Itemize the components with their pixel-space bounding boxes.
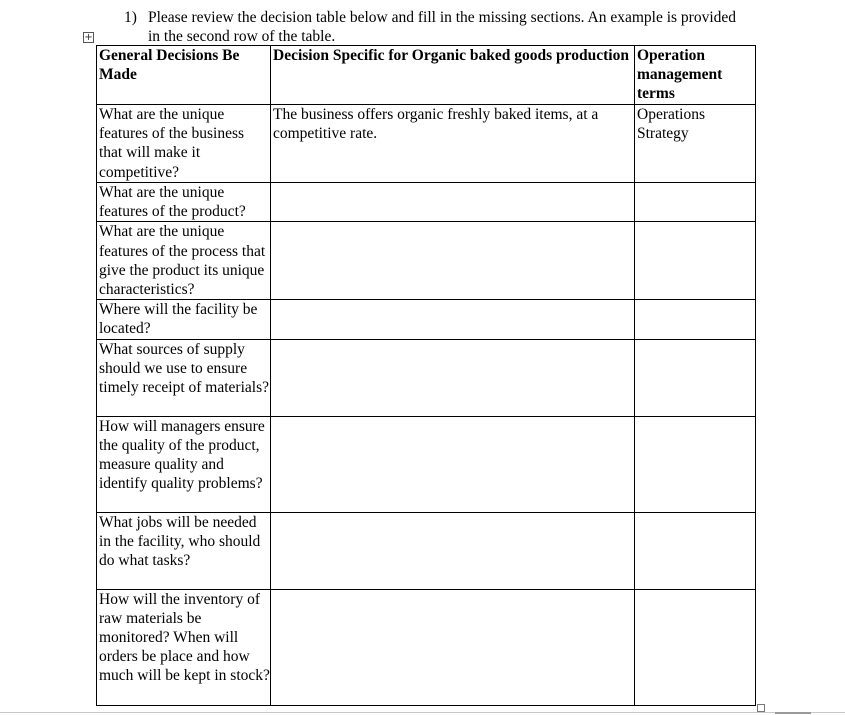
question-cell[interactable]: How will the inventory of raw materials be monitored? When will orders be place and how much will be kept in stock?: [97, 589, 271, 705]
decision-cell[interactable]: [271, 300, 635, 339]
table-row-example: [97, 105, 756, 183]
decision-cell[interactable]: [271, 183, 635, 222]
example-decision-cell[interactable]: The business offers organic freshly baked items, at a competitive rate.: [271, 105, 635, 183]
question-cell[interactable]: What sources of supply should we use to ensure timely receipt of materials?: [97, 339, 271, 416]
instruction-number: 1): [124, 9, 137, 26]
table-row: [97, 512, 756, 589]
question-cell[interactable]: What jobs will be needed in the facility, who should do what tasks?: [97, 512, 271, 589]
header-specific-decision[interactable]: Decision Specific for Organic baked goods production: [271, 46, 635, 105]
term-cell[interactable]: [635, 300, 756, 339]
header-om-terms[interactable]: Operation management terms: [635, 46, 756, 105]
term-cell[interactable]: [635, 589, 756, 705]
table-row: [97, 339, 756, 416]
scrollbar-thumb[interactable]: [775, 712, 811, 714]
table-row: [97, 300, 756, 339]
decision-cell[interactable]: [271, 589, 635, 705]
decision-cell[interactable]: [271, 416, 635, 512]
example-term-cell[interactable]: Operations Strategy: [635, 105, 756, 183]
instruction-item: [124, 8, 744, 46]
decision-cell[interactable]: [271, 512, 635, 589]
instruction-text: Please review the decision table below and fill in the missing sections. An example is provided in the second row of the table.: [148, 9, 737, 45]
table-resize-handle-icon[interactable]: [757, 704, 765, 712]
term-cell[interactable]: [635, 512, 756, 589]
table-header-row: [97, 46, 756, 105]
table-move-handle-icon[interactable]: +: [84, 32, 93, 43]
table-row: [97, 416, 756, 512]
page-bottom-divider: [0, 712, 845, 713]
table-row: [97, 222, 756, 300]
term-cell[interactable]: [635, 416, 756, 512]
question-cell[interactable]: How will managers ensure the quality of the product, measure quality and identify quality problems?: [97, 416, 271, 512]
question-cell[interactable]: What are the unique features of the product?: [97, 183, 271, 222]
decision-cell[interactable]: [271, 222, 635, 300]
term-cell[interactable]: [635, 183, 756, 222]
term-cell[interactable]: [635, 222, 756, 300]
example-question-cell[interactable]: What are the unique features of the business that will make it competitive?: [97, 105, 271, 183]
header-general-decisions[interactable]: General Decisions Be Made: [97, 46, 271, 105]
term-cell[interactable]: [635, 339, 756, 416]
table-row: [97, 589, 756, 705]
table-row: [97, 183, 756, 222]
question-cell[interactable]: What are the unique features of the process that give the product its unique characteristics?: [97, 222, 271, 300]
decision-table: [96, 45, 756, 706]
question-cell[interactable]: Where will the facility be located?: [97, 300, 271, 339]
decision-cell[interactable]: [271, 339, 635, 416]
